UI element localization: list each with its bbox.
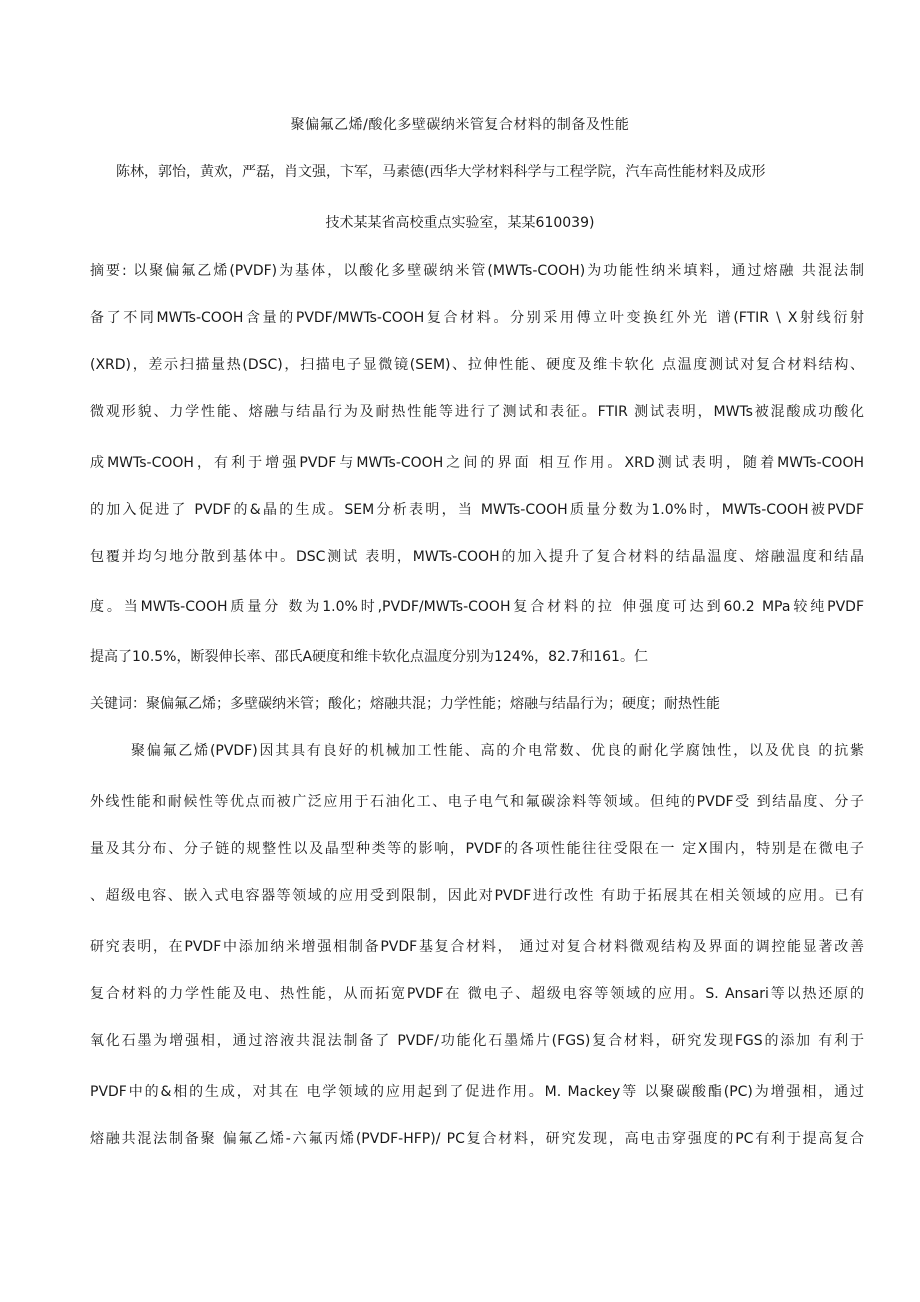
body-line: 外线性能和耐候性等优点而被广泛应用于石油化工、电子电气和氟碳涂料等领域。但纯的PVDF受 到结晶度、分子 — [90, 794, 864, 810]
abstract-line: 度。当MWTs-COOH质量分 数为1.0%时,PVDF/MWTs-COOH复合材料的拉 伸强度可达到60.2 MPa较纯PVDF — [90, 599, 864, 615]
abstract-line: 包覆并均匀地分散到基体中。DSC测试 表明，MWTs-COOH的加入提升了复合材料的结晶温度、熔融温度和结晶 — [90, 549, 864, 565]
body-line: PVDF中的&相的生成，对其在 电学领域的应用起到了促进作用。M. Mackey等 以聚碳酸酯(PC)为增强相，通过 — [90, 1084, 864, 1100]
abstract-line: 成MWTs-COOH，有利于增强PVDF与MWTs-COOH之间的界面 相互作用。XRD测试表明，随着MWTs-COOH — [90, 455, 864, 471]
body-first-line: 聚偏氟乙烯(PVDF)因其具有良好的机械加工性能、高的介电常数、优良的耐化学腐蚀性，以及优良 的抗紫 — [131, 743, 864, 759]
abstract-line: 备了不同MWTs-COOH含量的PVDF/MWTs-COOH复合材料。分别采用傅立叶变换红外光 谱(FTIR \ X射线衍射 — [90, 310, 864, 326]
abstract-line: 的加入促进了 PVDF的&晶的生成。SEM分析表明，当 MWTs-COOH质量分数为1.0%时，MWTs-COOH被PVDF — [90, 502, 864, 518]
body-line: 熔融共混法制备聚 偏氟乙烯-六氟丙烯(PVDF-HFP)/ PC复合材料，研究发现，高电击穿强度的PC有利于提高复合 — [90, 1131, 864, 1147]
body-line: 、超级电容、嵌入式电容器等领域的应用受到限制，因此对PVDF进行改性 有助于拓展其在相关领域的应用。已有 — [90, 888, 864, 904]
affiliation-line: 技术某某省高校重点实验室，某某610039) — [325, 215, 595, 231]
author-line: 陈林，郭怡，黄欢，严磊，肖文强，卞军，马素德(西华大学材料科学与工程学院，汽车高性能材料及成形 — [116, 164, 766, 180]
paper-title: 聚偏氟乙烯/酸化多壁碳纳米管复合材料的制备及性能 — [290, 117, 630, 133]
body-line: 量及其分布、分子链的规整性以及晶型种类等的影响，PVDF的各项性能往往受限在一 定X围内，特别是在微电子 — [90, 841, 864, 857]
abstract-line: 微观形貌、力学性能、熔融与结晶行为及耐热性能等进行了测试和表征。FTIR 测试表明，MWTs被混酸成功酸化 — [90, 404, 864, 420]
abstract-line: (XRD)，差示扫描量热(DSC)，扫描电子显微镜(SEM)、拉伸性能、硬度及维卡软化 点温度测试对复合材料结构、 — [90, 357, 864, 373]
abstract-line: 摘要: 以聚偏氟乙烯(PVDF)为基体，以酸化多壁碳纳米管(MWTs-COOH)为功能性纳米填料，通过熔融 共混法制 — [90, 263, 864, 279]
body-line: 复合材料的力学性能及电、热性能，从而拓宽PVDF在 微电子、超级电容等领域的应用。S. Ansari等以热还原的 — [90, 986, 864, 1002]
body-line: 氧化石墨为增强相，通过溶液共混法制备了 PVDF/功能化石墨烯片(FGS)复合材料，研究发现FGS的添加 有利于 — [90, 1033, 864, 1049]
body-line: 研究表明，在PVDF中添加纳米增强相制备PVDF基复合材料， 通过对复合材料微观结构及界面的调控能显著改善 — [90, 939, 864, 955]
keywords-line: 关键词：聚偏氟乙烯；多壁碳纳米管；酸化；熔融共混；力学性能；熔融与结晶行为；硬度；耐热性能 — [90, 696, 720, 712]
abstract-line-last: 提高了10.5%，断裂伸长率、邵氏A硬度和维卡软化点温度分别为124%，82.7和161。仁 — [90, 649, 648, 665]
